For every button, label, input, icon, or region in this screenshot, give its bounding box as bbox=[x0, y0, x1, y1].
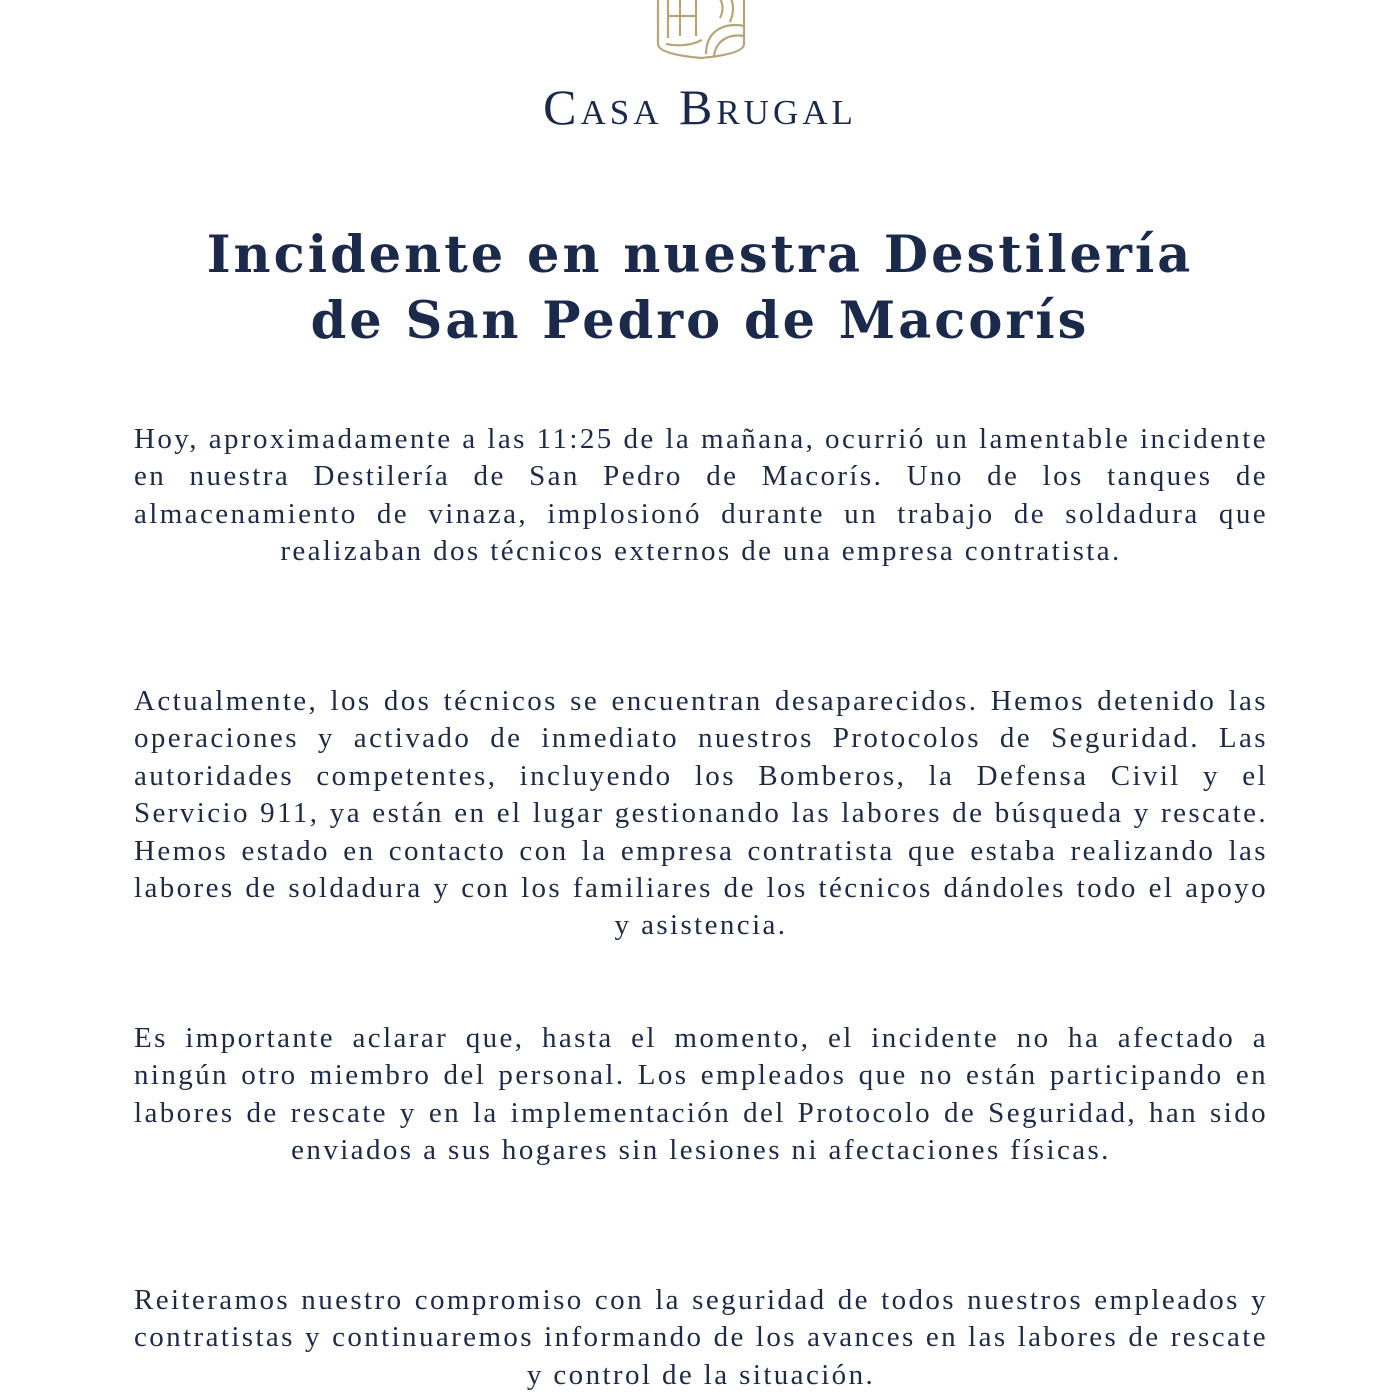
brand-name: Casa Brugal bbox=[543, 79, 857, 135]
paragraph-personnel: Es importante aclarar que, hasta el momento, el incidente no ha afectado a ningún otro miembro del personal. Los empleados que no están participando en labores de rescate y en la implementación del Protocolo de Seguridad, han sido enviados a sus hogares sin lesiones ni afectaciones físicas. bbox=[134, 1022, 1268, 1167]
paragraph-commitment: Reiteramos nuestro compromiso con la seguridad de todos nuestros empleados y contratistas y continuaremos informando de los avances en las labores de rescate y control de la situación. bbox=[134, 1284, 1268, 1391]
page-title-line-1: Incidente en nuestra Destilería bbox=[206, 225, 1194, 285]
paragraph-incident: Hoy, aproximadamente a las 11:25 de la mañana, ocurrió un lamentable incidente en nuestra Destilería de San Pedro de Macorís. Uno de los tanques de almacenamiento de vinaza, implosionó durante un trabajo de soldadura que realizaban dos técnicos externos de una empresa contratista. bbox=[134, 423, 1268, 568]
page-title bbox=[0, 222, 1400, 354]
brugal-crest-icon bbox=[656, 0, 746, 60]
page-title-line-2: de San Pedro de Macorís bbox=[310, 291, 1090, 351]
paragraph-status: Actualmente, los dos técnicos se encuentran desaparecidos. Hemos detenido las operaciones y activado de inmediato nuestros Protocolos de Seguridad. Las autoridades competentes, incluyendo los Bomberos, la Defensa Civil y el Servicio 911, ya están en el lugar gestionando las labores de búsqueda y rescate. Hemos estado en contacto con la empresa contratista que estaba realizando las labores de soldadura y con los familiares de los técnicos dándoles todo el apoyo y asistencia. bbox=[134, 685, 1268, 942]
